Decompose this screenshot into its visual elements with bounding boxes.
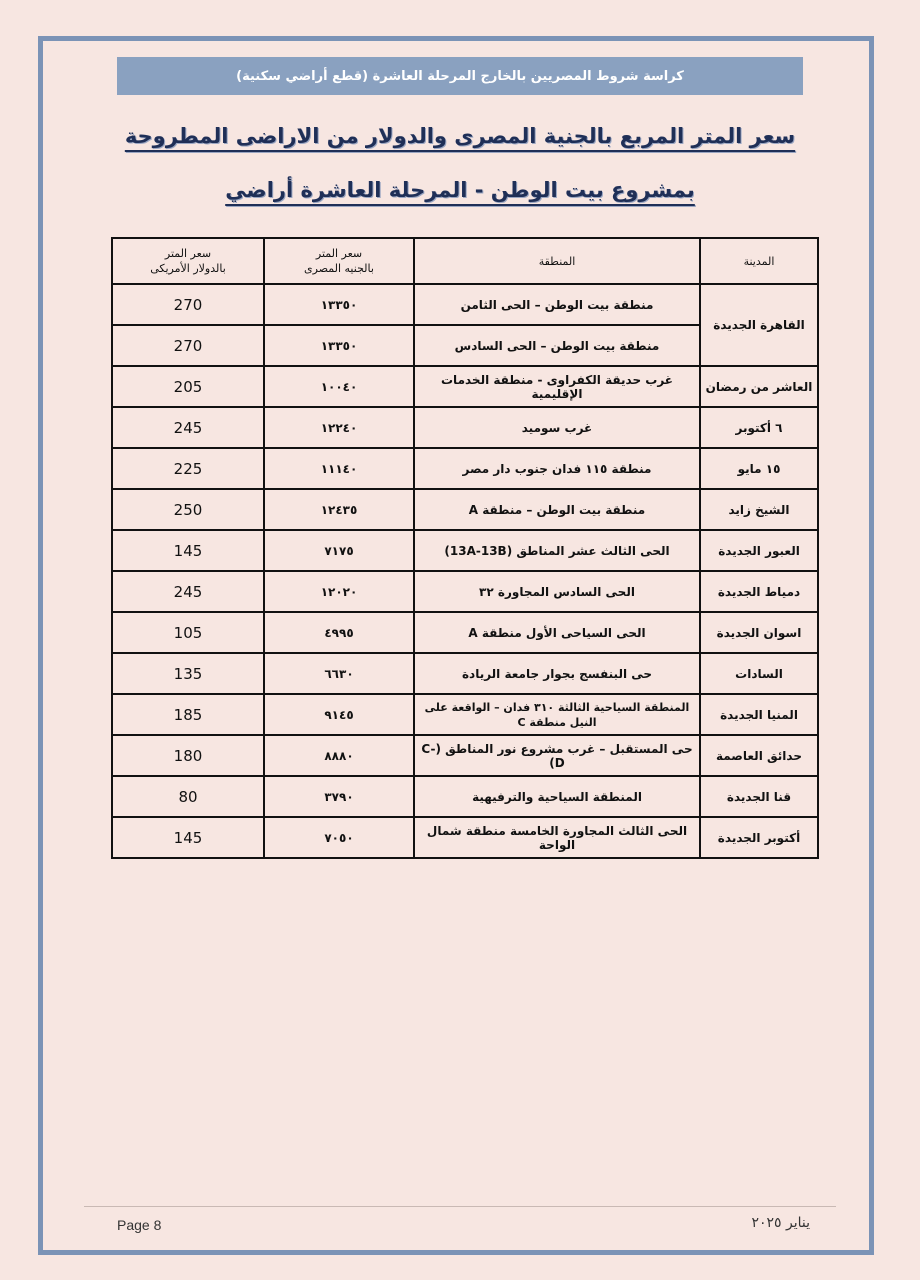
table-row [112,571,818,612]
header-banner: كراسة شروط المصريين بالخارج المرحلة العاشرة (قطع أراضي سكنية) [117,57,803,95]
table-row [112,612,818,653]
city-cell: العبور الجديدة [700,530,818,571]
city-cell: ٦ أكتوبر [700,407,818,448]
header-usd [112,238,264,284]
usd-price-cell: 145 [112,530,264,571]
header-usd-line1: سعر المتر [164,247,212,260]
table-row [112,817,818,858]
header-area: المنطقة [414,238,700,284]
header-egp [264,238,414,284]
area-cell: المنطقة السياحية والترفيهية [414,776,700,817]
page-title-line2: بمشروع بيت الوطن - المرحلة العاشرة أراضي [225,178,695,202]
header-city: المدينة [700,238,818,284]
usd-price-cell: 205 [112,366,264,407]
egp-price-cell: ٨٨٨٠ [264,735,414,776]
page-number: Page 8 [117,1217,162,1233]
area-cell: منطقة بيت الوطن – الحى الثامن [414,284,700,325]
area-cell: الحى السياحى الأول منطقة A [414,612,700,653]
city-cell: أكتوبر الجديدة [700,817,818,858]
table-row [112,489,818,530]
city-cell: السادات [700,653,818,694]
area-cell: المنطقة السياحية الثالثة ٣١٠ فدان – الواقعة على النيل منطقة C [414,694,700,735]
area-cell: غرب حديقة الكفراوى - منطقة الخدمات الإقليمية [414,366,700,407]
usd-price-cell: 185 [112,694,264,735]
egp-price-cell: ٦٦٣٠ [264,653,414,694]
egp-price-cell: ١٣٣٥٠ [264,325,414,366]
page-title-line1: سعر المتر المربع بالجنية المصرى والدولار من الاراضى المطروحة [124,124,796,148]
city-cell: قنا الجديدة [700,776,818,817]
usd-price-cell: 245 [112,571,264,612]
egp-price-cell: ٣٧٩٠ [264,776,414,817]
table-row [112,653,818,694]
city-cell: المنيا الجديدة [700,694,818,735]
city-cell: اسوان الجديدة [700,612,818,653]
area-cell: منطقة بيت الوطن – الحى السادس [414,325,700,366]
city-cell: الشيخ زايد [700,489,818,530]
egp-price-cell: ٩١٤٥ [264,694,414,735]
egp-price-cell: ١٢٠٢٠ [264,571,414,612]
header-egp-line2: بالجنيه المصرى [304,262,374,275]
usd-price-cell: 245 [112,407,264,448]
footer-divider [84,1206,836,1207]
area-cell: غرب سوميد [414,407,700,448]
table-row [112,735,818,776]
table-row [112,284,818,325]
usd-price-cell: 270 [112,284,264,325]
area-cell: الحى السادس المجاورة ٣٢ [414,571,700,612]
table-row [112,366,818,407]
area-cell: الحى الثالث المجاورة الخامسة منطقة شمال الواحة [414,817,700,858]
price-table [111,237,819,859]
usd-price-cell: 225 [112,448,264,489]
egp-price-cell: ١٠٠٤٠ [264,366,414,407]
egp-price-cell: ٧١٧٥ [264,530,414,571]
table-row [112,776,818,817]
header-egp-line1: سعر المتر [315,247,363,260]
usd-price-cell: 270 [112,325,264,366]
area-cell: الحى الثالث عشر المناطق (13A-13B) [414,530,700,571]
city-cell: ١٥ مايو [700,448,818,489]
table-row [112,407,818,448]
egp-price-cell: ١٢٢٤٠ [264,407,414,448]
table-row [112,448,818,489]
header-usd-line2: بالدولار الأمريكى [150,262,226,275]
area-cell: حى البنفسج بجوار جامعة الريادة [414,653,700,694]
city-cell: القاهرة الجديدة [700,284,818,366]
area-cell: حى المستقبل – غرب مشروع نور المناطق (C-D) [414,735,700,776]
egp-price-cell: ٤٩٩٥ [264,612,414,653]
usd-price-cell: 250 [112,489,264,530]
area-cell: منطقة ١١٥ فدان جنوب دار مصر [414,448,700,489]
usd-price-cell: 135 [112,653,264,694]
egp-price-cell: ١٢٤٣٥ [264,489,414,530]
city-cell: دمياط الجديدة [700,571,818,612]
usd-price-cell: 145 [112,817,264,858]
area-cell: منطقة بيت الوطن – منطقة A [414,489,700,530]
table-header-row [112,238,818,284]
footer-date: يناير ٢٠٢٥ [751,1215,810,1231]
city-cell: العاشر من رمضان [700,366,818,407]
egp-price-cell: ١١١٤٠ [264,448,414,489]
usd-price-cell: 80 [112,776,264,817]
city-cell: حدائق العاصمة [700,735,818,776]
usd-price-cell: 105 [112,612,264,653]
egp-price-cell: ٧٠٥٠ [264,817,414,858]
table-row [112,530,818,571]
table-row [112,694,818,735]
egp-price-cell: ١٣٣٥٠ [264,284,414,325]
usd-price-cell: 180 [112,735,264,776]
